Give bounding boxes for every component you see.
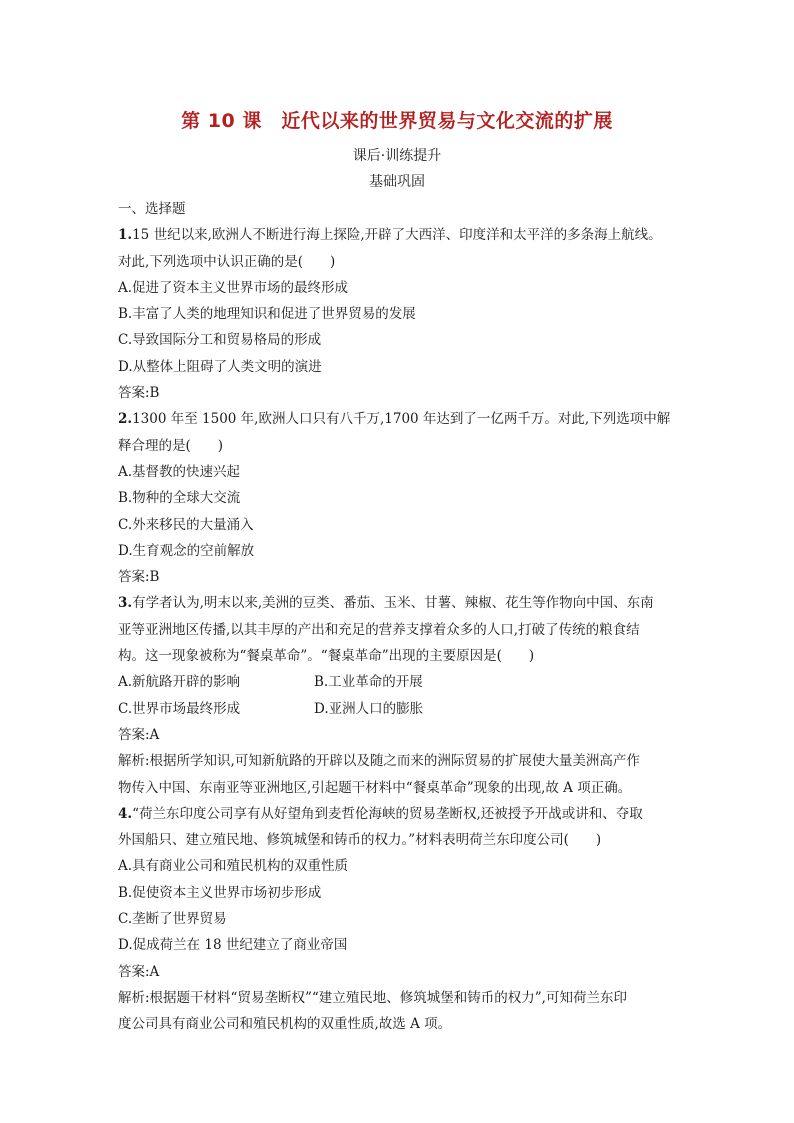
question-2-text-1: 1300 年至 1500 年,欧洲人口只有八千万,1700 年达到了一亿两千万。对此,下列选项中解 bbox=[132, 411, 671, 428]
question-2-option-d: D.生育观念的空前解放 bbox=[118, 542, 255, 559]
question-4-analysis-2: 度公司具有商业公司和殖民机构的双重性质,故选 A 项。 bbox=[118, 1016, 452, 1033]
question-3-line-3: 构。这一现象被称为“餐桌革命”。“餐桌革命”出现的主要原因是( ) bbox=[118, 648, 535, 665]
question-4-option-a: A.具有商业公司和殖民机构的双重性质 bbox=[118, 858, 349, 875]
question-1-option-c: C.导致国际分工和贸易格局的形成 bbox=[118, 332, 322, 349]
question-4-answer: 答案:A bbox=[118, 963, 160, 980]
question-2-answer: 答案:B bbox=[118, 569, 160, 586]
subtitle-after-class: 课后·训练提升 bbox=[352, 148, 442, 164]
question-4-line-1 bbox=[118, 801, 688, 827]
question-4-option-d: D.促成荷兰在 18 世纪建立了商业帝国 bbox=[118, 937, 348, 954]
question-3-option-d: D.亚洲人口的膨胀 bbox=[314, 700, 424, 717]
question-3-answer: 答案:A bbox=[118, 726, 160, 743]
question-2-line-1 bbox=[118, 406, 688, 432]
question-3-number: 3. bbox=[118, 595, 133, 612]
question-2-option-b: B.物种的全球大交流 bbox=[118, 490, 241, 507]
question-4-option-c: C.垄断了世界贸易 bbox=[118, 911, 227, 928]
lesson-title: 第 10 课 近代以来的世界贸易与文化交流的扩展 bbox=[181, 110, 613, 132]
question-content bbox=[118, 196, 688, 1038]
subtitle-basic: 基础巩固 bbox=[369, 174, 425, 190]
question-4-number: 4. bbox=[118, 805, 133, 822]
question-2-line-2: 释合理的是( ) bbox=[118, 437, 224, 454]
question-3-options-row-2 bbox=[118, 696, 688, 722]
question-1-option-d: D.从整体上阻碍了人类文明的演进 bbox=[118, 358, 322, 375]
question-1-text-1: 15 世纪以来,欧洲人不断进行海上探险,开辟了大西洋、印度洋和太平洋的多条海上航线。 bbox=[132, 227, 662, 244]
question-3-line-1 bbox=[118, 590, 688, 616]
question-1-line-2: 对此,下列选项中认识正确的是( ) bbox=[118, 253, 336, 270]
question-4-analysis-1: 解析:根据题干材料“贸易垄断权”“建立殖民地、修筑城堡和铸币的权力”,可知荷兰东印 bbox=[118, 989, 627, 1006]
question-2-number: 2. bbox=[118, 411, 133, 428]
question-3-analysis-2: 物传入中国、东南亚等亚洲地区,引起题干材料中“餐桌革命”现象的出现,故 A 项正确。 bbox=[118, 779, 632, 796]
question-2-option-a: A.基督教的快速兴起 bbox=[118, 463, 241, 480]
question-4-option-b: B.促使资本主义世界市场初步形成 bbox=[118, 884, 322, 901]
question-3-line-2: 亚等亚洲地区传播,以其丰厚的产出和充足的营养支撑着众多的人口,打破了传统的粮食结 bbox=[118, 621, 640, 638]
question-4-text-1: “荷兰东印度公司享有从好望角到麦哲伦海峡的贸易垄断权,还被授予开战或讲和、夺取 bbox=[132, 805, 643, 822]
section-heading: 一、选择题 bbox=[118, 201, 186, 217]
question-1-answer: 答案:B bbox=[118, 385, 160, 402]
question-3-text-1: 有学者认为,明末以来,美洲的豆类、番茄、玉米、甘薯、辣椒、花生等作物向中国、东南 bbox=[132, 595, 654, 612]
question-3-options-row-1 bbox=[118, 669, 688, 695]
question-1-option-a: A.促进了资本主义世界市场的最终形成 bbox=[118, 279, 349, 296]
question-3-option-a: A.新航路开辟的影响 bbox=[118, 674, 241, 691]
question-3-option-b: B.工业革命的开展 bbox=[314, 674, 423, 691]
question-4-line-2: 外国船只、建立殖民地、修筑城堡和铸币的权力。”材料表明荷兰东印度公司( ) bbox=[118, 832, 602, 849]
question-1-option-b: B.丰富了人类的地理知识和促进了世界贸易的发展 bbox=[118, 306, 416, 323]
question-3-option-c: C.世界市场最终形成 bbox=[118, 700, 241, 717]
question-2-option-c: C.外来移民的大量涌入 bbox=[118, 516, 254, 533]
question-3-analysis-1: 解析:根据所学知识,可知新航路的开辟以及随之而来的洲际贸易的扩展使大量美洲高产作 bbox=[118, 753, 640, 770]
question-1-line-1 bbox=[118, 222, 688, 248]
question-1-number: 1. bbox=[118, 227, 133, 244]
